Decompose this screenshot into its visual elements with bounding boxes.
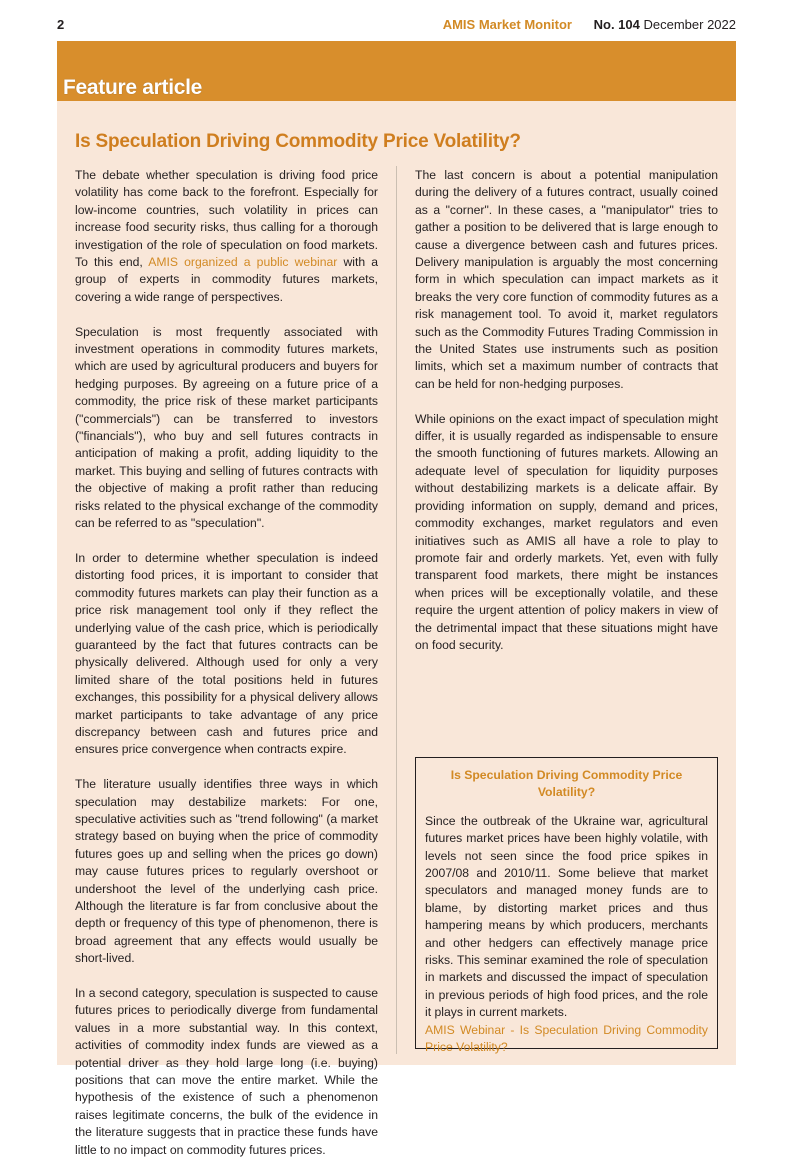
paragraph-conclusion: While opinions on the exact impact of speculation might differ, it is usually regarded as indispensable to ensure the smooth functioning of futures markets. Allowing an adequate level of speculation for liquidity purposes without destabilizing markets is a delicate affair. By providing information on supply, demand and prices, commodity exchanges, market regulators and even initiatives such as AMIS all have a role to play to promote fair and orderly markets. Yet, even with fully transparent food markets, there might be instances when prices will be exceptionally volatile, and these require the urgent attention of policy makers in view of the detrimental impact that these situations might have on food security.	[415, 411, 718, 652]
box-text: Since the outbreak of the Ukraine war, agricultural futures market prices have been highly volatile, with levels not seen since the food price spikes in 2007/08 and 2010/11. Some believe that market speculators and managed money funds are to blame, by distorting market prices and thus hampering means by which producers, merchants and other hedgers can effectively manage price risks. This seminar examined the role of speculation in markets and discussed the impact of speculation in previous periods of high food prices, and the role it plays in current markets.	[425, 813, 708, 1020]
masthead	[443, 17, 736, 32]
section-label: Feature article	[63, 76, 203, 99]
sidebar-box	[415, 757, 718, 1055]
page-number: 2	[57, 17, 65, 32]
paragraph-speculation-definition: Speculation is most frequently associated with investment operations in commodity futures markets, which are used by agricultural producers and buyers for hedging purposes. By agreeing on a future price of a commodity, the price risk of these market participants ("commercials") can be transferred to investors ("financials"), who buy and sell futures contracts in anticipation of making a profit, adding liquidity to the market. This buying and selling of futures contracts with the objective of making a profit rather than reducing risks related to the physical exchange of the commodity can be referred to as "speculation".	[75, 324, 378, 531]
left-column	[75, 167, 378, 1159]
section-band	[57, 41, 736, 101]
paragraph-index-funds: In a second category, speculation is suspected to cause futures prices to periodically diverge from fundamental values in a more substantial way. In this context, activities of commodity index funds are viewed as a potential driver as they hold large long (i.e. buying) positions that can move the entire market. While the hypothesis of the existence of such a phenomenon raises legitimate concerns, the bulk of the evidence in the literature suggests that in practice these funds have little to no impact on commodity futures prices.	[75, 986, 378, 1157]
publication-name: AMIS Market Monitor	[442, 17, 572, 32]
column-divider	[396, 166, 397, 1054]
paragraph-price-convergence: In order to determine whether speculation is indeed distorting food prices, it is important to consider that commodity futures markets can play their function as a price risk management tool only if they reflect the underlying value of the cash price, which is periodically guaranteed by the fact that futures contracts can be physically delivered. Although used for only a very limited share of the total positions held in futures exchanges, this possibility for a physical delivery allows market participants to take advantage of any price discrepancy between cash and futures price and ensures price convergence when contracts expire.	[75, 550, 378, 757]
issue-number: No. 104	[593, 17, 640, 32]
paragraph-trend-following: The literature usually identifies three ways in which speculation may destabilize markets: For one, speculative activities such as "trend following" (a market strategy based on buying when the price of commodity futures goes up and selling when the prices go down) may cause futures prices to regularly overshoot or undershoot the level of the underlying cash price. Although the literature is far from conclusive about the depth or frequency of this type of phenomenon, there is broad agreement that any effects would usually be short-lived.	[75, 777, 378, 966]
issue-date: December 2022	[643, 17, 736, 32]
paragraph-intro: The debate whether speculation is driving food price volatility has come back to the forefront. Especially for low-income countries, such volatility in prices can increase food security risks, thus calling for a thorough investigation of the role of speculation on food markets. To this end, AMIS organized a public webinar with a group of experts in commodity futures markets, covering a wide range of perspectives.	[75, 168, 379, 304]
webinar-link[interactable]: AMIS organized a public webinar	[148, 255, 338, 270]
article-title: Is Speculation Driving Commodity Price Volatility?	[75, 131, 521, 152]
paragraph-manipulation: The last concern is about a potential manipulation during the delivery of a futures contract, usually coined as a "corner". In these cases, a "manipulator" tries to gather a position to be delivered that is large enough to cause a divergence between cash and futures prices. Delivery manipulation is arguably the most concerning form in which speculation can impact markets as it breaks the very core function of commodity futures as a risk management tool. To avoid it, market regulators such as the Commodity Futures Trading Commission in the United States use instruments such as position limits, which set a maximum number of contracts that can be held for non-hedging purposes.	[415, 168, 718, 391]
box-title: Is Speculation Driving Commodity Price Volatility?	[450, 768, 683, 800]
right-column	[415, 167, 718, 654]
box-webinar-link[interactable]: AMIS Webinar - Is Speculation Driving Commodity Price Volatility?	[425, 1022, 708, 1055]
